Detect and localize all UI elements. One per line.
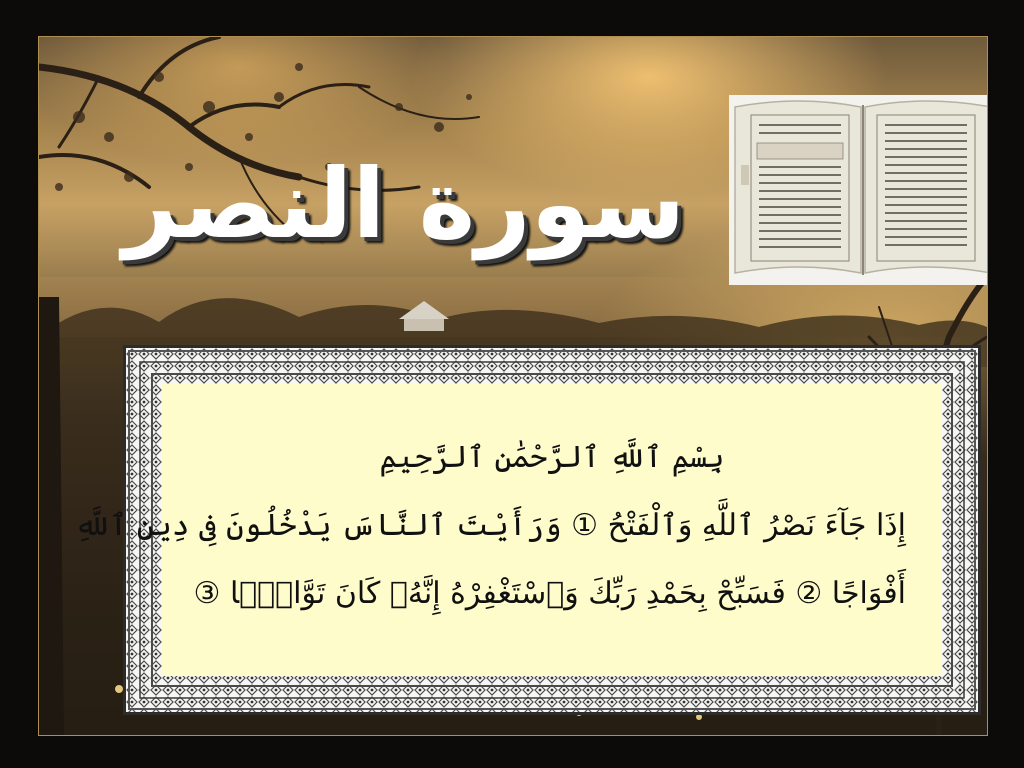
- ayah-number-marker: ②: [795, 576, 823, 611]
- surah-title: سورة النصر: [122, 148, 686, 260]
- verse-line-1: [74, 496, 906, 556]
- slide: [38, 36, 988, 736]
- verse-panel: [74, 384, 942, 676]
- verse-text: فَسَبِّحْ بِحَمْدِ رَبِّكَ وَٱسْتَغْفِرْهُ إِنَّهُۥ كَانَ تَوَّابًۢا: [229, 576, 786, 611]
- verse-text: إِذَا جَآءَ نَصْرُ ٱللَّهِ وَٱلْفَتْحُ: [607, 508, 906, 543]
- verse-frame: [74, 345, 981, 715]
- verse-text: أَفْوَاجًا: [831, 576, 906, 611]
- open-mushaf-icon: [729, 95, 988, 285]
- basmala-text: بِسْمِ ٱللَّهِ ٱلرَّحْمَٰنِ ٱلرَّحِيمِ: [379, 440, 725, 475]
- verse-line-2: [192, 564, 906, 624]
- ayah-number-marker: ①: [571, 508, 599, 543]
- verse-text: وَرَأَيْتَ ٱلنَّاسَ يَدْخُلُونَ فِى دِينِ ٱللَّهِ: [74, 508, 562, 543]
- ayah-number-marker: ③: [193, 576, 221, 611]
